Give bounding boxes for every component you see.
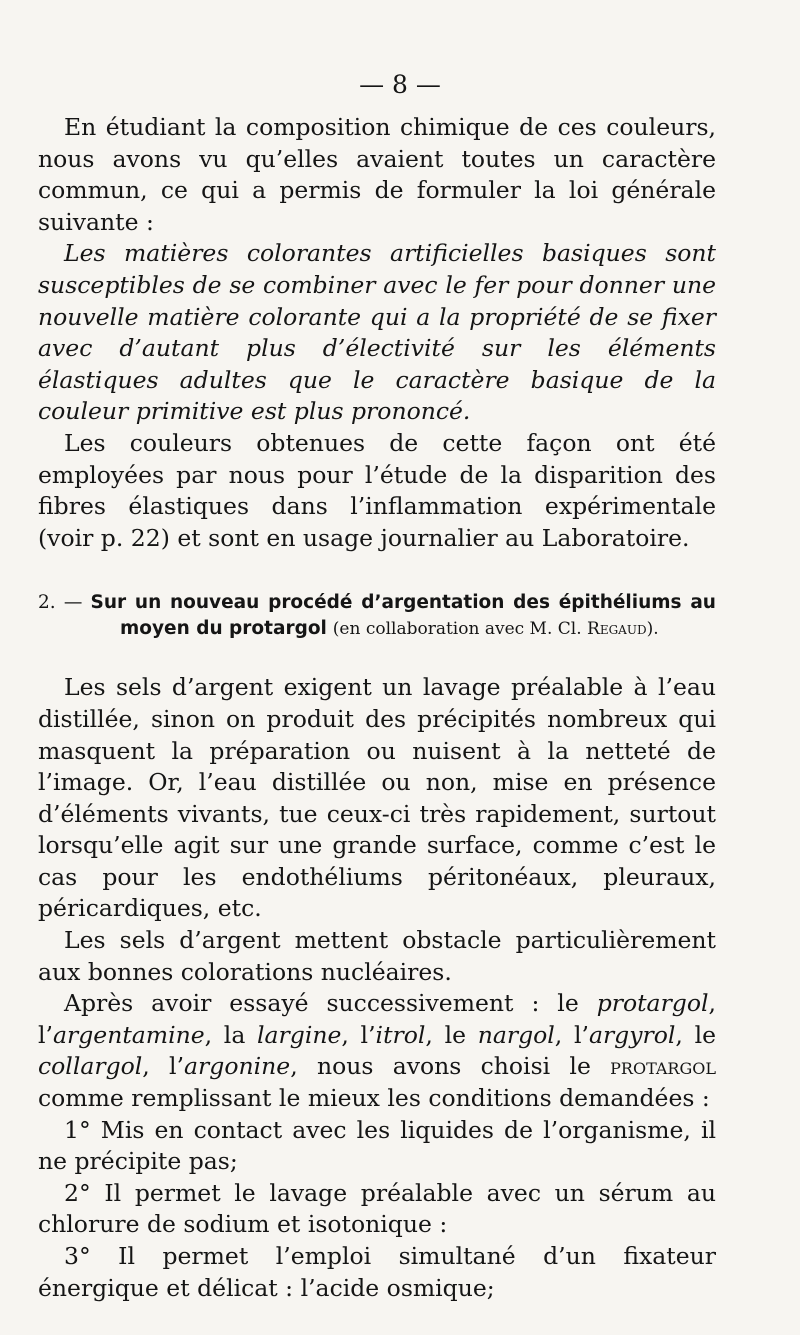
list-item-1: 1° Mis en contact avec les liquides de l’organisme, il ne précipite pas;: [38, 1115, 716, 1176]
section-collaboration: (en collaboration avec M. Cl. Regaud).: [332, 619, 659, 640]
paragraph-silver-salts: Les sels d’argent exigent un lavage préalable à l’eau distillée, sinon on produit des précipités nombreux qui masquent la préparation ou nuisent à la netteté de l’image. Or, l’eau distillée ou non, mise en présence d’éléments vivants, tue ceux-ci très rapidement, surtout lorsqu’elle agit sur une grande surface, comme c’est le cas pour les endothéliums péritonéaux, pleuraux, péricardiques, etc.: [38, 673, 716, 923]
page-number: — 8 —: [359, 70, 441, 99]
section-number: 2. —: [38, 592, 83, 614]
paragraph-products: Après avoir essayé successivement : le protargol, l’argentamine, la largine, l’itrol, le nargol, l’argyrol, le collargol, l’argonine, nous avons choisi le protargol comme remplissant le mieux les conditions demandées :: [38, 989, 716, 1113]
paragraph-law: Les matières colorantes artificielles basiques sont susceptibles de se combiner avec le fer pour donner une nouvelle matière colorante qui a la propriété de se fixer avec d’autant plus d’électivité sur les éléments élastiques adultes que le caractère basique de la couleur primitive est plus prononcé.: [38, 239, 716, 426]
body-text: [38, 112, 716, 1304]
paragraph-intro: En étudiant la composition chimique de ces couleurs, nous avons vu qu’elles avaient toutes un caractère commun, ce qui a permis de formuler la loi générale suivante :: [38, 113, 716, 236]
section-title: Sur un nouveau procédé d’argentation des épithéliums au moyen du protargol: [90, 592, 716, 640]
list-item-2: 2° Il permet le lavage préalable avec un sérum au chlorure de sodium et isotonique :: [38, 1178, 716, 1239]
section-heading: [38, 590, 716, 642]
list-item-3: 3° Il permet l’emploi simultané d’un fixateur énergique et délicat : l’acide osmique;: [38, 1242, 716, 1302]
paragraph-nuclear-stains: Les sels d’argent mettent obstacle particulièrement aux bonnes colorations nucléaires.: [38, 926, 716, 986]
paragraph-usage: Les couleurs obtenues de cette façon ont été employées par nous pour l’étude de la disparition des fibres élastiques dans l’inflammation expérimentale (voir p. 22) et sont en usage journalier au Laboratoire.: [38, 428, 716, 552]
